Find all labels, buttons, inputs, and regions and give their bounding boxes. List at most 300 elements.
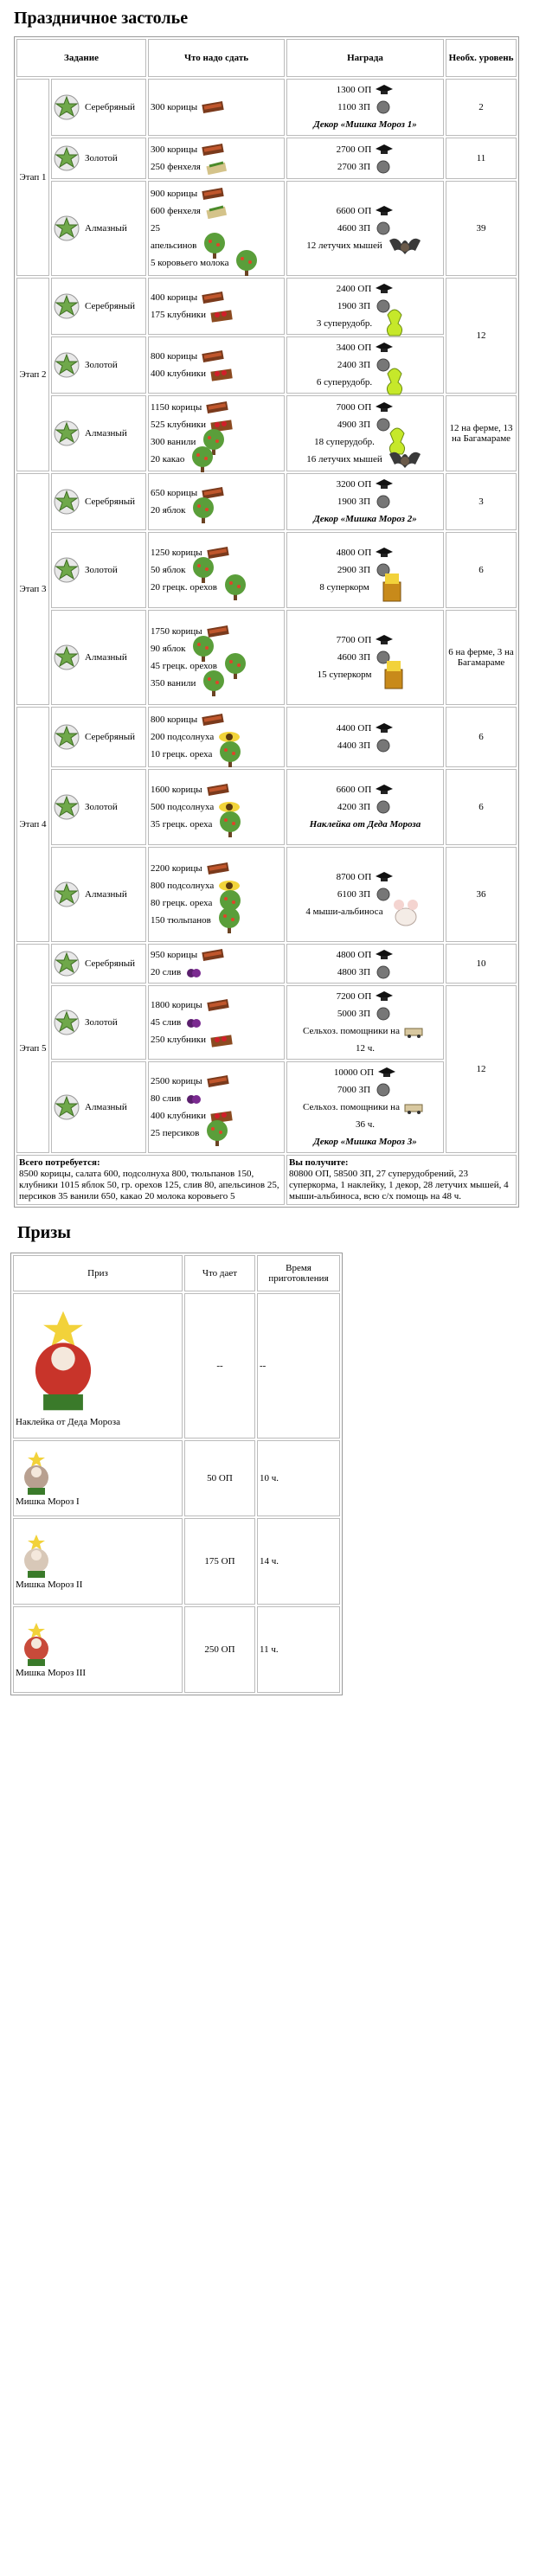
need-item	[151, 816, 282, 833]
need-item	[151, 185, 282, 202]
need-text: 175 клубники	[151, 310, 207, 320]
need-text: 300 ванили	[151, 437, 196, 447]
prizes-table	[10, 1253, 343, 1695]
need-cell	[148, 532, 285, 608]
prize-row	[13, 1606, 340, 1693]
medal-star-icon	[54, 94, 80, 120]
task-grade: Серебряный	[85, 497, 136, 507]
need-item	[151, 306, 282, 324]
level-cell: 36	[446, 847, 517, 942]
task-row	[16, 944, 517, 984]
albino-mouse-icon	[387, 894, 425, 929]
need-text: 800 корицы	[151, 714, 198, 725]
task-grade: Алмазный	[85, 889, 127, 900]
task-grade: Алмазный	[85, 652, 127, 663]
task-row	[16, 395, 517, 471]
reward-text: 8 суперкорм	[319, 582, 369, 593]
task-cell	[51, 181, 146, 276]
graduation-cap-icon	[375, 869, 394, 885]
stage-label: Этап 2	[16, 278, 49, 471]
prize-name: Наклейка от Деда Мороза	[16, 1417, 120, 1427]
task-grade: Алмазный	[85, 223, 127, 234]
coin-icon	[374, 964, 393, 980]
prize-time: 14 ч.	[257, 1518, 340, 1605]
task-grade: Золотой	[85, 360, 118, 370]
reward-item	[289, 903, 441, 920]
reward-item	[289, 579, 441, 596]
need-cell	[148, 278, 285, 335]
totals-row	[16, 1155, 517, 1205]
reward-item	[289, 493, 441, 510]
graduation-cap-icon	[375, 782, 394, 798]
reward-text: 18 суперудобр.	[314, 437, 375, 447]
need-item	[151, 946, 282, 964]
reward-text: 12 ч.	[355, 1043, 376, 1054]
reward-item	[289, 1081, 441, 1099]
level-cell: 6	[446, 769, 517, 845]
prizes-header-row	[13, 1255, 340, 1291]
need-cell	[148, 985, 285, 1060]
cinnamon-icon	[201, 349, 225, 364]
task-cell	[51, 138, 146, 179]
need-item	[151, 99, 282, 116]
need-cell	[148, 336, 285, 394]
reward-decor: Наклейка от Деда Мороза	[309, 819, 421, 830]
task-row	[16, 336, 517, 394]
fertilizer-icon	[376, 365, 414, 400]
prize-cell	[13, 1293, 183, 1439]
task-row	[16, 1061, 517, 1153]
task-row	[16, 278, 517, 335]
graduation-cap-icon	[375, 340, 394, 356]
need-item	[151, 365, 282, 382]
graduation-cap-icon	[375, 142, 394, 157]
task-cell	[51, 473, 146, 530]
need-item	[151, 399, 282, 416]
need-cell	[148, 707, 285, 767]
task-grade: Серебряный	[85, 732, 136, 742]
reward-item	[289, 544, 441, 561]
prizes-title: Призы	[17, 1223, 71, 1242]
reward-item	[289, 631, 441, 649]
need-text: 650 корицы	[151, 488, 198, 498]
need-text: 35 грецк. ореха	[151, 819, 213, 830]
need-item	[151, 202, 282, 220]
task-cell	[51, 532, 146, 608]
medal-star-icon	[54, 293, 80, 319]
table-header-row	[16, 39, 517, 77]
graduation-cap-icon	[375, 989, 394, 1004]
reward-item	[289, 158, 441, 176]
need-text: 1750 корицы	[151, 626, 202, 637]
task-grade: Алмазный	[85, 1102, 127, 1112]
prize-row	[13, 1518, 340, 1605]
reward-decor: Декор «Мишка Мороз 2»	[313, 514, 417, 524]
reward-text: 15 суперкорм	[317, 670, 372, 680]
need-text: 1600 корицы	[151, 785, 202, 795]
reward-cell	[286, 707, 444, 767]
reward-item	[289, 868, 441, 886]
reward-item	[289, 141, 441, 158]
task-cell	[51, 707, 146, 767]
task-cell	[51, 336, 146, 394]
level-cell: 12 на ферме, 13 на Багамараме	[446, 395, 517, 471]
task-cell	[51, 769, 146, 845]
need-text: 950 корицы	[151, 950, 198, 960]
reward-item	[289, 1064, 441, 1081]
task-cell	[51, 1061, 146, 1153]
task-cell	[51, 985, 146, 1060]
need-item	[151, 1014, 282, 1031]
task-row	[16, 532, 517, 608]
prize-body	[13, 1293, 340, 1693]
reward-text: 4800 ОП	[336, 950, 372, 960]
need-text: 25 персиков	[151, 1128, 200, 1138]
need-item	[151, 675, 282, 692]
need-text: 90 яблок	[151, 644, 186, 654]
reward-item	[289, 237, 441, 254]
need-item	[151, 781, 282, 798]
task-row	[16, 181, 517, 276]
prize-image-icon	[16, 1621, 57, 1668]
reward-text: 2900 ЗП	[337, 565, 371, 575]
graduation-cap-icon	[375, 632, 394, 648]
graduation-cap-icon	[375, 721, 394, 736]
need-text: 2200 корицы	[151, 863, 202, 874]
reward-text: 4600 ЗП	[337, 652, 371, 663]
prize-header-gives: Что дает	[184, 1255, 255, 1291]
reward-text: 36 ч.	[355, 1119, 376, 1130]
strawberry-bed-icon	[209, 1032, 234, 1048]
prize-gives: 50 ОП	[184, 1440, 255, 1516]
reward-cell	[286, 138, 444, 179]
reward-cell	[286, 847, 444, 942]
reward-item	[289, 399, 441, 416]
need-text: 350 ванили	[151, 678, 196, 689]
fruit-tree-icon	[215, 810, 245, 839]
reward-text: 7000 ЗП	[337, 1085, 371, 1095]
fennel-icon	[204, 203, 228, 219]
need-item	[151, 1125, 282, 1142]
cinnamon-icon	[201, 142, 225, 157]
fennel-icon	[204, 159, 228, 175]
reward-cell	[286, 985, 444, 1060]
reward-text: 1300 ОП	[336, 85, 372, 95]
reward-text: 7000 ОП	[336, 402, 372, 413]
medal-star-icon	[54, 557, 80, 583]
need-text: 5 коровьего молока	[151, 258, 229, 268]
need-item	[151, 158, 282, 176]
need-item	[151, 561, 282, 579]
reward-decor: Декор «Мишка Мороз 3»	[313, 1137, 417, 1147]
totals-get-title: Вы получите	[289, 1157, 345, 1168]
stage-label: Этап 3	[16, 473, 49, 705]
totals-get-text: 80800 ОП, 58500 ЗП, 27 суперудобрений, 23 суперкорма, 1 наклейку, 1 декор, 28 летучих мышей, 4 мыши-альбиноса, всю с/х помощь на 48 ч.	[289, 1169, 509, 1201]
need-cell	[148, 138, 285, 179]
need-text: 250 клубники	[151, 1035, 207, 1045]
reward-text: 4400 ОП	[336, 723, 372, 734]
need-item	[151, 1073, 282, 1090]
task-row	[16, 707, 517, 767]
need-text: 400 клубники	[151, 368, 207, 379]
coin-icon	[374, 99, 393, 115]
reward-item	[289, 666, 441, 683]
reward-text: 3200 ОП	[336, 479, 372, 490]
reward-text: 5000 ЗП	[337, 1009, 371, 1019]
need-text: 900 корицы	[151, 189, 198, 199]
reward-text: 4800 ОП	[336, 548, 372, 558]
reward-text: 10000 ОП	[333, 1067, 375, 1078]
task-row	[16, 79, 517, 136]
reward-cell	[286, 473, 444, 530]
task-grade: Золотой	[85, 802, 118, 812]
strawberry-bed-icon	[209, 307, 234, 323]
reward-item	[289, 476, 441, 493]
graduation-cap-icon	[377, 1065, 396, 1080]
task-row	[16, 138, 517, 179]
reward-text: 8700 ОП	[336, 872, 372, 882]
graduation-cap-icon	[375, 82, 394, 98]
reward-text: 6 суперудобр.	[316, 377, 373, 388]
reward-cell	[286, 944, 444, 984]
reward-item	[289, 1022, 441, 1040]
prize-row	[13, 1293, 340, 1439]
need-item	[151, 237, 282, 254]
prize-time: --	[257, 1293, 340, 1439]
need-item	[151, 1031, 282, 1048]
cinnamon-icon	[205, 400, 229, 415]
need-text: 400 корицы	[151, 292, 198, 303]
medal-star-icon	[54, 881, 80, 907]
reward-item	[289, 315, 441, 332]
stage-label: Этап 1	[16, 79, 49, 276]
prize-header-time: Время приготовления	[257, 1255, 340, 1291]
bat-icon	[386, 228, 424, 263]
coin-icon	[374, 159, 393, 175]
graduation-cap-icon	[375, 477, 394, 492]
reward-item	[289, 416, 441, 433]
task-cell	[51, 395, 146, 471]
reward-item	[289, 798, 441, 816]
need-cell	[148, 181, 285, 276]
need-text: 20 грецк. орехов	[151, 582, 217, 593]
task-grade: Алмазный	[85, 428, 127, 439]
feed-icon	[373, 570, 411, 605]
reward-text: 1100 ЗП	[337, 102, 370, 112]
fruit-tree-icon	[189, 496, 218, 525]
reward-item	[289, 720, 441, 737]
header-level: Необх. уровень	[446, 39, 517, 77]
fruit-tree-icon	[199, 669, 228, 698]
cinnamon-icon	[201, 186, 225, 202]
task-cell	[51, 610, 146, 705]
medal-star-icon	[54, 145, 80, 171]
cinnamon-icon	[201, 99, 225, 115]
need-cell	[148, 79, 285, 136]
reward-cell	[286, 278, 444, 335]
plum-icon	[184, 1015, 203, 1030]
cinnamon-icon	[206, 861, 230, 876]
medal-star-icon	[54, 489, 80, 515]
coin-icon	[374, 738, 393, 753]
need-cell	[148, 395, 285, 471]
medal-star-icon	[54, 644, 80, 670]
coin-icon	[374, 1082, 393, 1098]
prize-header-prize: Приз	[13, 1255, 183, 1291]
need-text: 1800 корицы	[151, 1000, 202, 1010]
graduation-cap-icon	[375, 947, 394, 963]
need-item	[151, 711, 282, 728]
prize-cell	[13, 1518, 183, 1605]
coin-icon	[374, 799, 393, 815]
need-text: 300 корицы	[151, 102, 198, 112]
totals-need-title: Всего потребуется	[19, 1157, 97, 1168]
prize-gives: 250 ОП	[184, 1606, 255, 1693]
need-text: 150 тюльпанов	[151, 915, 211, 926]
reward-text: Сельхоз. помощники на	[303, 1102, 400, 1112]
fruit-tree-icon	[202, 1118, 232, 1148]
reward-text: 16 летучих мышей	[306, 454, 382, 465]
reward-decor: Декор «Мишка Мороз 1»	[313, 119, 417, 130]
task-row	[16, 769, 517, 845]
fruit-tree-icon	[215, 740, 245, 769]
reward-cell	[286, 79, 444, 136]
cinnamon-icon	[201, 947, 225, 963]
need-text: 2500 корицы	[151, 1076, 202, 1086]
need-text: 20 какао	[151, 454, 185, 465]
need-cell	[148, 944, 285, 984]
need-text: 200 подсолнуха	[151, 732, 215, 742]
need-text: 600 фенхеля	[151, 206, 201, 216]
need-cell	[148, 847, 285, 942]
reward-text: 6600 ОП	[336, 206, 372, 216]
reward-item	[289, 649, 441, 666]
reward-cell	[286, 395, 444, 471]
cinnamon-icon	[206, 997, 230, 1013]
task-grade: Золотой	[85, 565, 118, 575]
need-text: 800 корицы	[151, 351, 198, 362]
level-cell: 6	[446, 532, 517, 608]
medal-star-icon	[54, 352, 80, 378]
totals-need-text: 8500 корицы, салата 600, подсолнуха 800, тюльпанов 150, клубники 1015 яблок 50, гр. орехов 125, слив 80, апельсинов 25, персиков 35 ванили 650, какао 20 молока коровьего 5	[19, 1169, 279, 1201]
reward-text: 2700 ЗП	[337, 162, 371, 172]
task-cell	[51, 847, 146, 942]
reward-item	[289, 737, 441, 754]
need-text: 50 яблок	[151, 565, 186, 575]
coin-icon	[374, 494, 393, 509]
reward-text: 1900 ЗП	[337, 497, 371, 507]
need-text: 45 грецк. орехов	[151, 661, 217, 671]
reward-text: 4200 ЗП	[337, 802, 371, 812]
fruit-tree-icon	[200, 231, 229, 260]
prize-time: 11 ч.	[257, 1606, 340, 1693]
need-text: 25	[151, 223, 160, 234]
reward-text: 4900 ЗП	[337, 420, 371, 430]
reward-cell	[286, 769, 444, 845]
level-cell: 3	[446, 473, 517, 530]
medal-star-icon	[54, 1009, 80, 1035]
level-cell: 11	[446, 138, 517, 179]
reward-text: 4800 ЗП	[337, 967, 371, 977]
need-item	[151, 451, 282, 468]
reward-text: 6600 ОП	[336, 785, 372, 795]
need-text: 500 подсолнуха	[151, 802, 215, 812]
task-grade: Серебряный	[85, 102, 136, 112]
cinnamon-icon	[201, 712, 225, 727]
graduation-cap-icon	[375, 545, 394, 561]
task-row	[16, 985, 517, 1060]
medal-star-icon	[54, 724, 80, 750]
prize-name: Мишка Мороз I	[16, 1496, 80, 1507]
task-grade: Серебряный	[85, 301, 136, 311]
stage-body	[16, 79, 517, 1153]
page-title: Праздничное застолье	[14, 9, 189, 28]
task-row	[16, 847, 517, 942]
task-row	[16, 610, 517, 705]
stage-label: Этап 4	[16, 707, 49, 942]
need-item	[151, 746, 282, 763]
reward-item	[289, 781, 441, 798]
reward-cell	[286, 181, 444, 276]
need-item	[151, 502, 282, 519]
reward-text: 4 мыши-альбиноса	[305, 907, 383, 917]
reward-text: 12 летучих мышей	[306, 240, 382, 251]
farm-helper-icon	[403, 1099, 427, 1115]
reward-item	[289, 99, 441, 116]
need-text: 250 фенхеля	[151, 162, 201, 172]
reward-text: 2400 ОП	[336, 284, 372, 294]
header-reward: Награда	[286, 39, 444, 77]
need-text: 800 подсолнуха	[151, 881, 215, 891]
reward-item	[289, 356, 441, 374]
reward-text: Сельхоз. помощники на	[303, 1026, 400, 1036]
farm-helper-icon	[403, 1023, 427, 1039]
fruit-tree-icon	[189, 634, 218, 663]
need-text: 45 слив	[151, 1017, 182, 1028]
reward-item	[289, 202, 441, 220]
level-cell: 2	[446, 79, 517, 136]
medal-star-icon	[54, 951, 80, 977]
medal-star-icon	[54, 1094, 80, 1120]
strawberry-bed-icon	[209, 366, 234, 381]
fruit-tree-icon	[189, 555, 218, 585]
stage-label: Этап 5	[16, 944, 49, 1153]
reward-item	[289, 1005, 441, 1022]
task-cell	[51, 79, 146, 136]
reward-text: 1900 ЗП	[337, 301, 371, 311]
medal-star-icon	[54, 215, 80, 241]
reward-item	[289, 988, 441, 1005]
need-text: 525 клубники	[151, 420, 207, 430]
need-cell	[148, 473, 285, 530]
fertilizer-icon	[376, 306, 414, 341]
graduation-cap-icon	[375, 400, 394, 415]
need-item	[151, 996, 282, 1014]
reward-item	[289, 1116, 441, 1133]
prize-gives: 175 ОП	[184, 1518, 255, 1605]
need-text: апельсинов	[151, 240, 197, 251]
cinnamon-icon	[206, 782, 230, 798]
reward-text: 2700 ОП	[336, 144, 372, 155]
reward-text: 7200 ОП	[336, 991, 372, 1002]
level-cell: 10	[446, 944, 517, 984]
header-task: Задание	[16, 39, 146, 77]
cinnamon-icon	[201, 290, 225, 305]
graduation-cap-icon	[375, 203, 394, 219]
prize-cell	[13, 1606, 183, 1693]
level-cell: 39	[446, 181, 517, 276]
prize-image-icon	[16, 1304, 111, 1417]
